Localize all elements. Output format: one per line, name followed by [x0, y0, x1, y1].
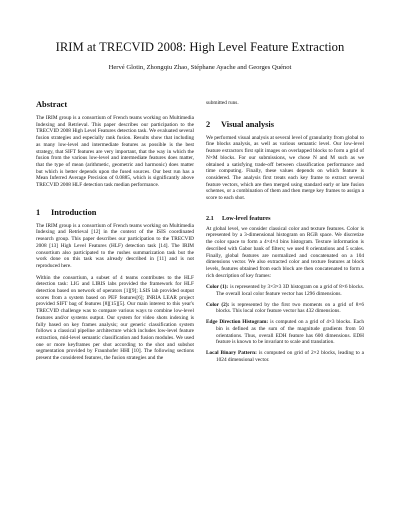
left-column — [36, 100, 194, 367]
feature-description: is computed on a grid of 4×3 blocks. Each bin is defined as the sum of the magnitude gradients from 50 orientations. Thus, overall EDH feature has 600 dimensions. EDH feature is known to be invariant to scale and translation. — [216, 319, 364, 346]
subsection-heading-low-level-features — [206, 215, 364, 222]
intro-paragraph-1: The IRIM group is a consortium of French teams working on Multimedia Indexing and Retrieval [12] in the context of the ISIS coordinated research group. This paper describes our participation to the TRECVID 2008 [13] High Level Features (HLF) detection task [14]. The IRIM consortium also participated to the rushes summarization task but the work done on this task was already described in [11] and is not reproduced here. — [36, 222, 194, 269]
paper-authors: Hervé Glotin, Zhongqiu Zhao, Stéphane Ayache and Georges Quénot — [108, 64, 292, 71]
section-title: Introduction — [51, 207, 97, 217]
section-number: 2 — [206, 119, 211, 129]
section-number: 1 — [36, 207, 41, 217]
feature-term: Local Binary Pattern: — [206, 349, 257, 356]
right-column — [206, 100, 364, 367]
low-level-features-paragraph: At global level, we consider classical color and texture features. Color is represented by a 3-dimensional histogram on RGB space. We discretize the color space to form a 4×4×4 bins histogram. Texture information is described with Gabor bank of filters; we used 8 orientations and 5 scales. Finally, global features are normalized and concatenated on a 104 dimensions vector. We also extracted color and texture features at block levels, features obtained from each block are then concatenated to form a rich description of key frames: — [206, 225, 364, 279]
feature-item-color-1 — [206, 284, 364, 297]
subsection-number: 2.1 — [206, 214, 214, 222]
intro-paragraph-2: Within the consortium, a subset of 4 teams contributes to the HLF detection task: LIG and LIRIS labs provided the framework for HLF detection based on network of operators [1][9]; LSIS lab provided output scores from a system based on PEF features[6]; INRIA LEAR project provided SIFT bag of features [8][15][5]. Our main interest to this year's TRECVID challenge was to compare various ways to combine low-level features and/or systems output. Our system for video shots indexing is fully based on key frames analysis; our generic classification system follows a classical pipeline architecture which includes low-level feature extraction, mid-level semantic classification and fusion modules. We used one or more keyframes per shot according to the shot and subshot segmentation provided by Fraunhofer HHI [10]. The following sections present the considered features, the fusion strategies and the — [36, 274, 194, 362]
section-title: Visual analysis — [221, 119, 274, 129]
continued-paragraph: submitted runs. — [206, 100, 239, 106]
feature-description: is represented by the first two moments on a grid of 8×6 blocks. This local color feature vector has 432 dimensions. — [216, 301, 364, 315]
visual-analysis-paragraph: We performed visual analysis at several level of granularity from global to fine blocks analysis, as well as various semantic level. Our low-level feature extractors first split images on overlapped blocks to form a grid of N×M blocks. For our submissions, we chose N and M such as we obtained a satisfying trade-off between classification performance and time computing. Finally, these values depends on which feature is considered. The analysis first treats each key frame to extract several feature vectors, which are then merged using standard early or late fusion schemes, or a combination of them and then merge key frames to assign a score to each shot. — [206, 134, 364, 202]
feature-item-edge-direction-histogram — [206, 319, 364, 346]
abstract-paragraph: The IRIM group is a consortium of French teams working on Multimedia Indexing and Retrieval. This paper describes our participation to the TRECVID 2008 High Level Features detection task. We evaluated several fusion strategies and especially rank fusion. Results show that including as many low-level and intermediate features as possible is the best strategy, that SIFT features are very important, that the way in which the fusion from the various low-level and intermediate features does matter, that the type of mean (arithmetic, geometric and harmonic) does matter but which is better depends upon the fused sources. Our best run has a Mean Inferred Average Precision of 0.0885, which is significantly above TRECVID 2008 HLF detection task median performance. — [36, 115, 194, 189]
feature-description: is represented by 3×3×3 3D histogram on a grid of 8×6 blocks. The overall local color feature vector has 1296 dimensions. — [216, 284, 364, 298]
feature-term: Edge Direction Histogram: — [206, 319, 269, 326]
feature-item-local-binary-pattern — [206, 350, 364, 363]
feature-description: is computed on grid of 2×2 blocks, leading to a 1024 dimensional vector. — [216, 349, 364, 363]
feature-term: Color (2): — [206, 301, 230, 308]
feature-item-color-2 — [206, 302, 364, 315]
paper-title: IRIM at TRECVID 2008: High Level Feature Extraction — [55, 40, 345, 54]
feature-term: Color (1): — [206, 284, 229, 291]
subsection-title: Low-level features — [222, 214, 271, 222]
section-heading-introduction — [36, 208, 194, 217]
section-heading-visual-analysis — [206, 120, 364, 129]
abstract-heading: Abstract — [36, 100, 68, 109]
